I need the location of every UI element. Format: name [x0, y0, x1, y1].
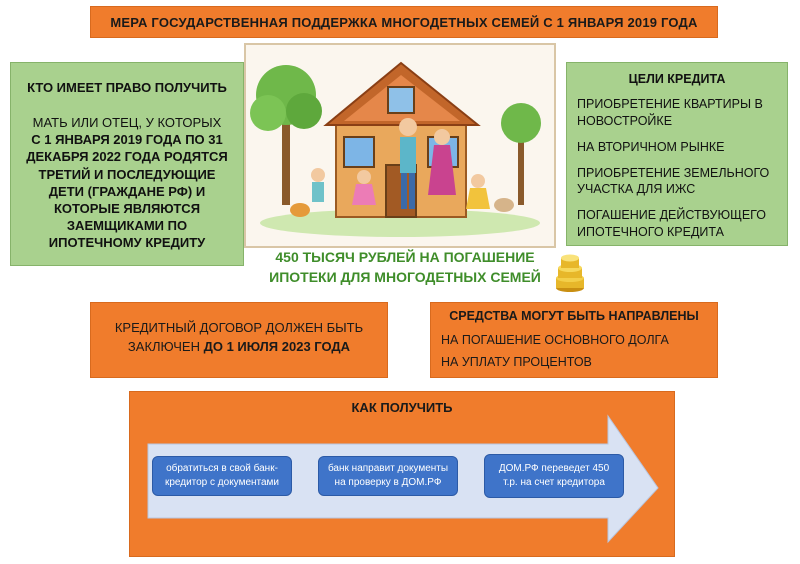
credit-goal-item: НА ВТОРИЧНОМ РЫНКЕ	[577, 139, 725, 154]
coin-stack-icon	[553, 252, 587, 294]
funds-usage-item: НА ПОГАШЕНИЕ ОСНОВНОГО ДОЛГА	[441, 332, 669, 347]
eligibility-panel	[10, 62, 244, 266]
funds-usage-header: СРЕДСТВА МОГУТ БЫТЬ НАПРАВЛЕНЫ	[449, 309, 699, 323]
contract-text-bold: ДО 1 ИЮЛЯ 2023 ГОДА	[203, 338, 351, 354]
house-family-illustration	[244, 43, 556, 248]
how-to-get-panel	[129, 391, 675, 557]
how-to-get-header: КАК ПОЛУЧИТЬ	[351, 400, 453, 415]
page-title: МЕРА ГОСУДАРСТВЕННАЯ ПОДДЕРЖКА МНОГОДЕТНЫХ СЕМЕЙ С 1 ЯНВАРЯ 2019 ГОДА	[90, 6, 718, 38]
credit-goal-item: ПРИОБРЕТЕНИЕ ЗЕМЕЛЬНОГО УЧАСТКА ДЛЯ ИЖС	[577, 165, 770, 197]
contract-deadline-panel	[90, 302, 388, 378]
credit-goals-header: ЦЕЛИ КРЕДИТА	[628, 72, 726, 86]
amount-highlight-line2: ИПОТЕКИ ДЛЯ МНОГОДЕТНЫХ СЕМЕЙ	[269, 269, 541, 286]
credit-goal-item: ПРИОБРЕТЕНИЕ КВАРТИРЫ В НОВОСТРОЙКЕ	[577, 96, 763, 128]
credit-goal-item: ПОГАШЕНИЕ ДЕЙСТВУЮЩЕГО ИПОТЕЧНОГО КРЕДИТА	[577, 208, 766, 240]
eligibility-text-regular: МАТЬ ИЛИ ОТЕЦ, У КОТОРЫХ	[32, 115, 222, 131]
amount-highlight-line1: 450 ТЫСЯЧ РУБЛЕЙ НА ПОГАШЕНИЕ	[275, 249, 535, 265]
funds-usage-item: НА УПЛАТУ ПРОЦЕНТОВ	[441, 354, 592, 369]
funds-usage-panel	[430, 302, 718, 378]
amount-highlight	[255, 247, 555, 295]
contract-text-regular: КРЕДИТНЫЙ ДОГОВОР ДОЛЖЕН БЫТЬ ЗАКЛЮЧЕН	[114, 320, 364, 354]
step-1-box: обратиться в свой банк-кредитор с документами	[152, 456, 292, 496]
credit-goals-panel	[566, 62, 788, 246]
step-3-box: ДОМ.РФ переведет 450 т.р. на счет кредитора	[484, 454, 624, 498]
eligibility-header: КТО ИМЕЕТ ПРАВО ПОЛУЧИТЬ	[27, 80, 227, 95]
step-2-box: банк направит документы на проверку в ДОМ.РФ	[318, 456, 458, 496]
eligibility-text-bold: С 1 ЯНВАРЯ 2019 ГОДА ПО 31 ДЕКАБРЯ 2022 ГОДА РОДЯТСЯ ТРЕТИЙ И ПОСЛЕДУЮЩИЕ ДЕТИ (ГРАЖДАНЕ РФ) И КОТОРЫЕ ЯВЛЯЮТСЯ ЗАЕМЩИКАМИ ПО ИПОТЕЧНОМУ КРЕДИТУ	[26, 132, 228, 251]
